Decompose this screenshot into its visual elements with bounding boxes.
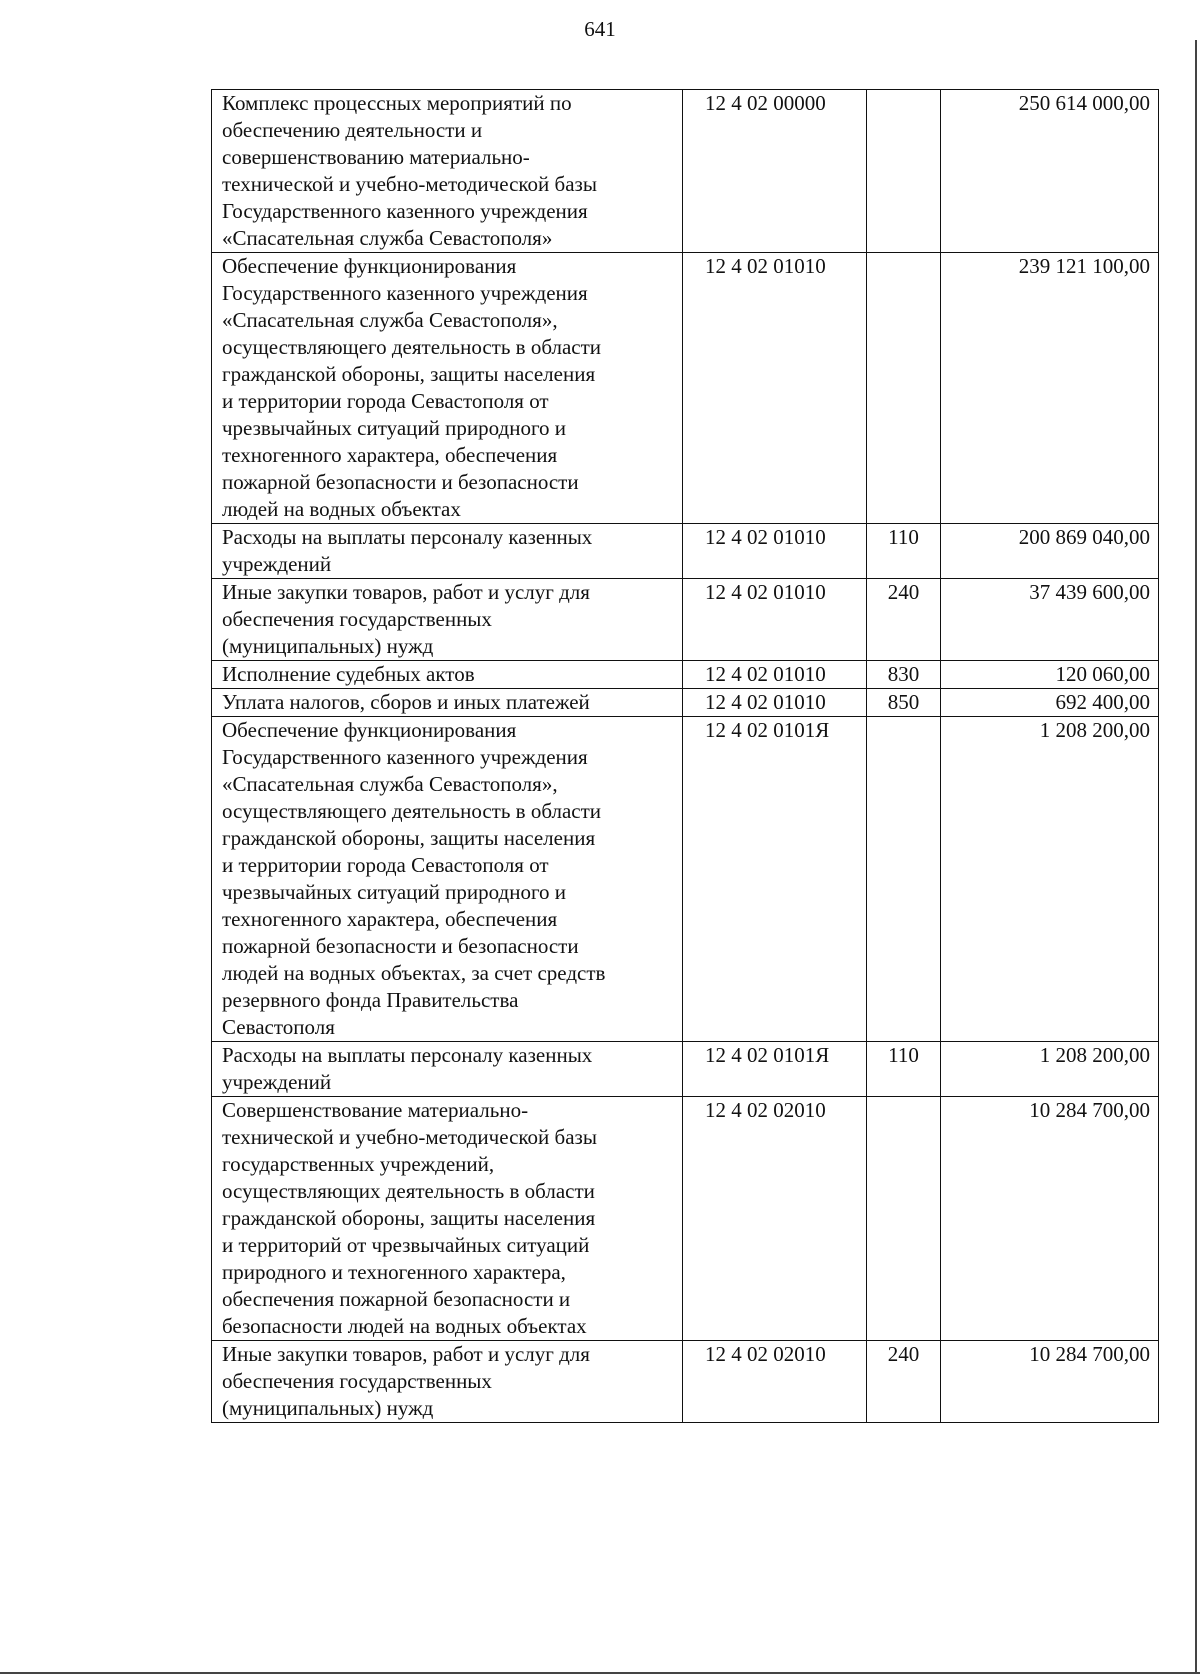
- row-name: Исполнение судебных актов: [212, 661, 683, 689]
- budget-table: [211, 89, 1159, 1423]
- row-code: 12 4 02 01010: [683, 661, 867, 689]
- row-code: 12 4 02 01010: [683, 253, 867, 524]
- row-amount: 120 060,00: [941, 661, 1159, 689]
- row-expense-type: 240: [867, 1341, 941, 1423]
- row-amount: 37 439 600,00: [941, 579, 1159, 661]
- row-amount: 239 121 100,00: [941, 253, 1159, 524]
- row-code: 12 4 02 02010: [683, 1341, 867, 1423]
- row-code: 12 4 02 01010: [683, 689, 867, 717]
- row-name: Расходы на выплаты персоналу казенных учреждений: [212, 524, 683, 579]
- table-row: [212, 253, 1159, 524]
- row-code: 12 4 02 00000: [683, 90, 867, 253]
- table-body: [212, 90, 1159, 1423]
- table-row: [212, 90, 1159, 253]
- row-amount: 250 614 000,00: [941, 90, 1159, 253]
- row-name: Расходы на выплаты персоналу казенных учреждений: [212, 1042, 683, 1097]
- table-row: [212, 1042, 1159, 1097]
- row-name: Обеспечение функционирования Государственного казенного учреждения «Спасательная служба Севастополя», осуществляющего деятельность в области гражданской обороны, защиты населения и территории города Севастополя от чрезвычайных ситуаций природного и техногенного характера, обеспечения пожарной безопасности и безопасности людей на водных объектах: [212, 253, 683, 524]
- table-row: [212, 717, 1159, 1042]
- row-name: Комплекс процессных мероприятий по обеспечению деятельности и совершенствованию материально- технической и учебно-методической базы Государственного казенного учреждения «Спасательная служба Севастополя»: [212, 90, 683, 253]
- row-code: 12 4 02 0101Я: [683, 717, 867, 1042]
- row-code: 12 4 02 01010: [683, 524, 867, 579]
- table-row: [212, 579, 1159, 661]
- row-name: Совершенствование материально- технической и учебно-методической базы государственных учреждений, осуществляющих деятельность в области гражданской обороны, защиты населения и территорий от чрезвычайных ситуаций природного и техногенного характера, обеспечения пожарной безопасности и безопасности людей на водных объектах: [212, 1097, 683, 1341]
- row-expense-type: 830: [867, 661, 941, 689]
- scan-edge-line: [1195, 40, 1197, 1674]
- row-expense-type: 110: [867, 1042, 941, 1097]
- row-expense-type: [867, 1097, 941, 1341]
- table-row: [212, 1097, 1159, 1341]
- row-amount: 10 284 700,00: [941, 1097, 1159, 1341]
- table-row: [212, 524, 1159, 579]
- row-name: Иные закупки товаров, работ и услуг для обеспечения государственных (муниципальных) нужд: [212, 579, 683, 661]
- row-amount: 200 869 040,00: [941, 524, 1159, 579]
- row-expense-type: 850: [867, 689, 941, 717]
- row-expense-type: 240: [867, 579, 941, 661]
- row-amount: 10 284 700,00: [941, 1341, 1159, 1423]
- row-code: 12 4 02 02010: [683, 1097, 867, 1341]
- row-name: Иные закупки товаров, работ и услуг для обеспечения государственных (муниципальных) нужд: [212, 1341, 683, 1423]
- row-name: Обеспечение функционирования Государственного казенного учреждения «Спасательная служба Севастополя», осуществляющего деятельность в области гражданской обороны, защиты населения и территории города Севастополя от чрезвычайных ситуаций природного и техногенного характера, обеспечения пожарной безопасности и безопасности людей на водных объектах, за счет средств резервного фонда Правительства Севастополя: [212, 717, 683, 1042]
- row-code: 12 4 02 01010: [683, 579, 867, 661]
- table-row: [212, 689, 1159, 717]
- row-expense-type: [867, 90, 941, 253]
- row-expense-type: [867, 253, 941, 524]
- table-row: [212, 1341, 1159, 1423]
- page-number: 641: [584, 17, 616, 41]
- table-row: [212, 661, 1159, 689]
- row-expense-type: 110: [867, 524, 941, 579]
- row-expense-type: [867, 717, 941, 1042]
- row-amount: 692 400,00: [941, 689, 1159, 717]
- row-code: 12 4 02 0101Я: [683, 1042, 867, 1097]
- row-name: Уплата налогов, сборов и иных платежей: [212, 689, 683, 717]
- row-amount: 1 208 200,00: [941, 717, 1159, 1042]
- row-amount: 1 208 200,00: [941, 1042, 1159, 1097]
